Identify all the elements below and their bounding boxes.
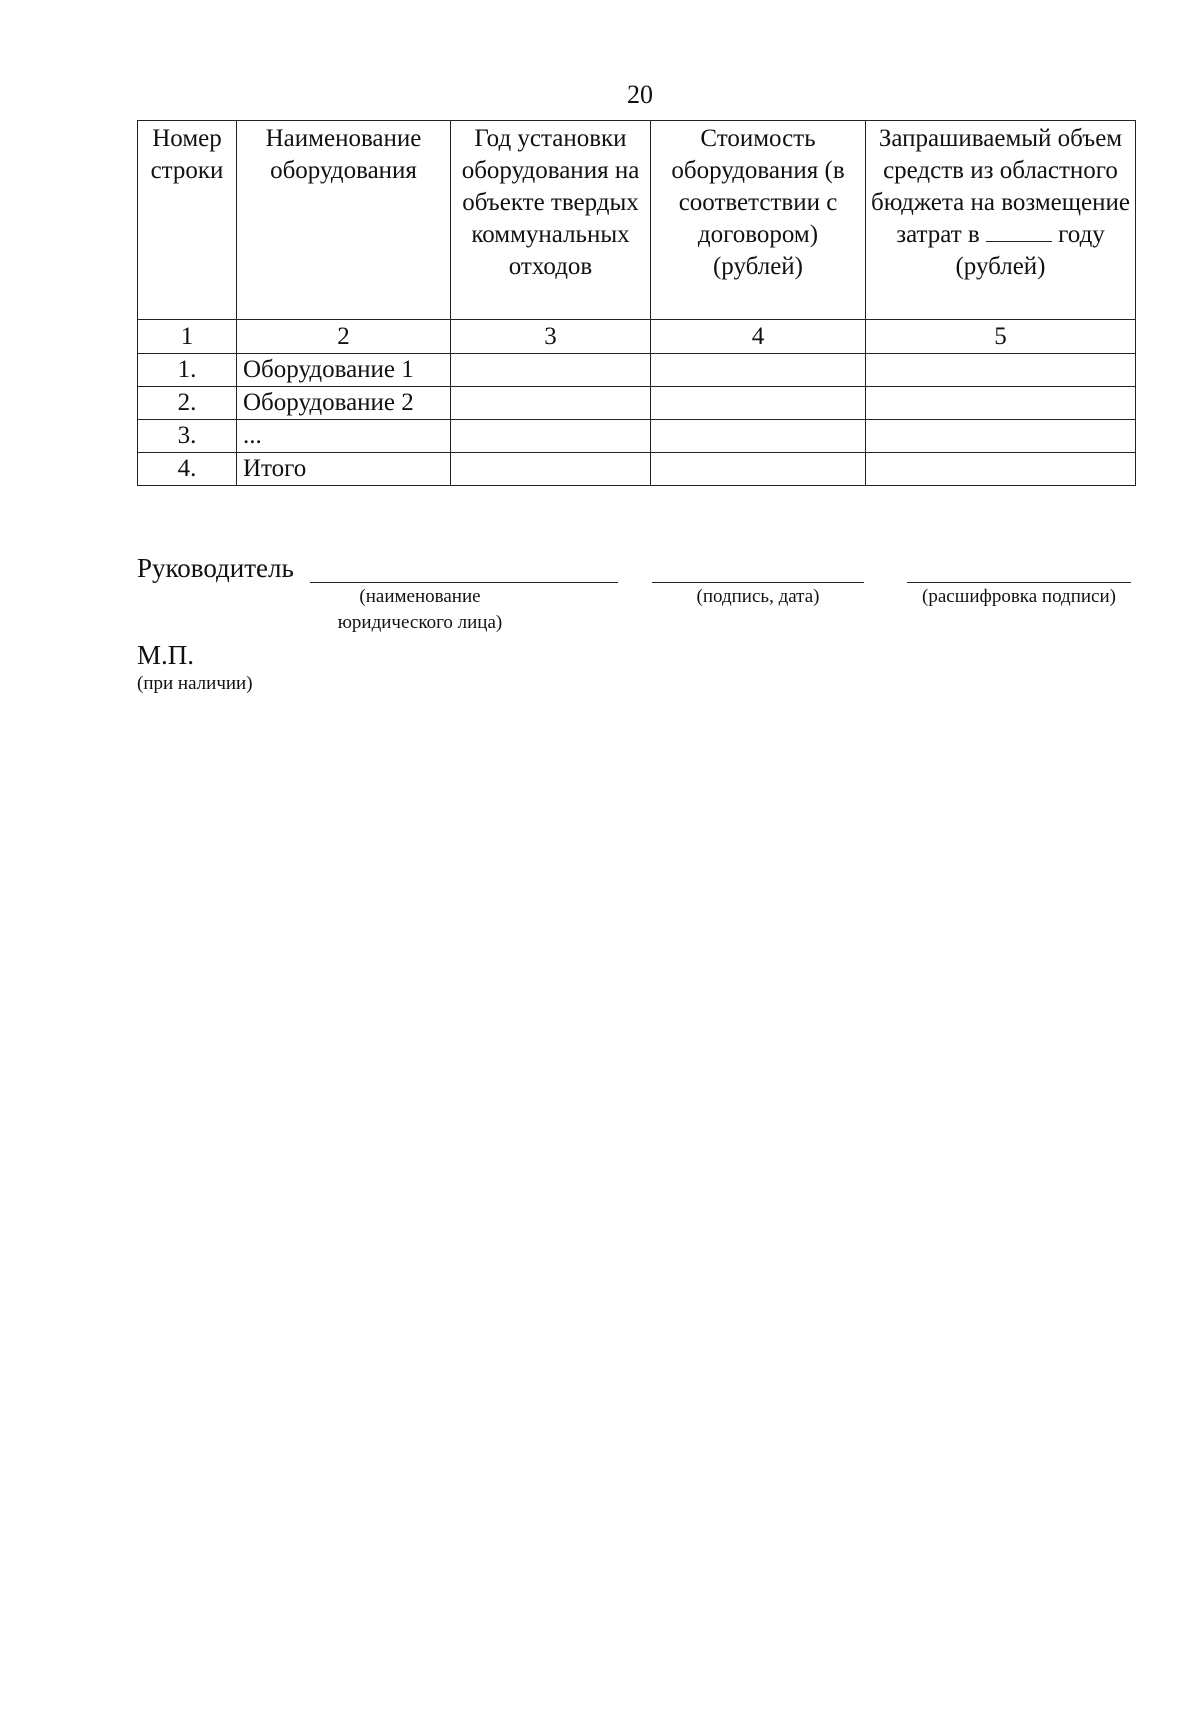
header-row — [138, 121, 1136, 320]
header-requested-amount-text: Запрашиваемый объем средств из областного бюджета на возмещение — [871, 125, 1130, 216]
equipment-table — [137, 120, 1136, 486]
equipment-name: Итого — [237, 453, 451, 486]
amount-cell — [866, 453, 1136, 486]
column-number: 5 — [866, 320, 1136, 354]
row-number: 2. — [138, 387, 237, 420]
decoding-line — [907, 582, 1131, 583]
amount-cell — [866, 354, 1136, 387]
cost-cell — [651, 354, 866, 387]
table-row — [138, 453, 1136, 486]
column-numbers-row — [138, 320, 1136, 354]
header-year-suffix: году — [1058, 221, 1105, 248]
stamp-note: (при наличии) — [137, 673, 253, 694]
signature-caption: (подпись, дата) — [696, 586, 820, 607]
header-row-number: Номер строки — [138, 121, 237, 320]
installation-year-cell — [451, 387, 651, 420]
cost-cell — [651, 387, 866, 420]
table-row — [138, 354, 1136, 387]
org-name-caption — [320, 584, 520, 636]
installation-year-cell — [451, 420, 651, 453]
column-number: 1 — [138, 320, 237, 354]
org-caption-line1: (наименование — [359, 586, 481, 607]
decoding-caption: (расшифровка подписи) — [922, 586, 1116, 607]
year-blank-line — [986, 219, 1052, 242]
header-equipment-cost: Стоимость оборудования (в соответствии с договором) (рублей) — [651, 121, 866, 320]
amount-cell — [866, 387, 1136, 420]
header-unit: (рублей) — [955, 253, 1046, 280]
equipment-name: Оборудование 1 — [237, 354, 451, 387]
equipment-name: ... — [237, 420, 451, 453]
signature-line — [652, 582, 864, 583]
installation-year-cell — [451, 453, 651, 486]
stamp-label: М.П. — [137, 640, 195, 670]
cost-cell — [651, 453, 866, 486]
table-row — [138, 387, 1136, 420]
head-label: Руководитель — [137, 553, 294, 583]
cost-cell — [651, 420, 866, 453]
header-equipment-name: Наименование оборудования — [237, 121, 451, 320]
page-number: 20 — [627, 80, 653, 109]
column-number: 2 — [237, 320, 451, 354]
row-number: 3. — [138, 420, 237, 453]
row-number: 4. — [138, 453, 237, 486]
table-row — [138, 420, 1136, 453]
row-number: 1. — [138, 354, 237, 387]
installation-year-cell — [451, 354, 651, 387]
amount-cell — [866, 420, 1136, 453]
equipment-name: Оборудование 2 — [237, 387, 451, 420]
header-installation-year: Год установки оборудования на объекте твердых коммунальных отходов — [451, 121, 651, 320]
header-year-prefix: затрат в — [896, 221, 980, 248]
org-name-line — [310, 582, 618, 583]
column-number: 4 — [651, 320, 866, 354]
header-requested-amount — [866, 121, 1136, 320]
column-number: 3 — [451, 320, 651, 354]
org-caption-line2: юридического лица) — [337, 612, 503, 633]
